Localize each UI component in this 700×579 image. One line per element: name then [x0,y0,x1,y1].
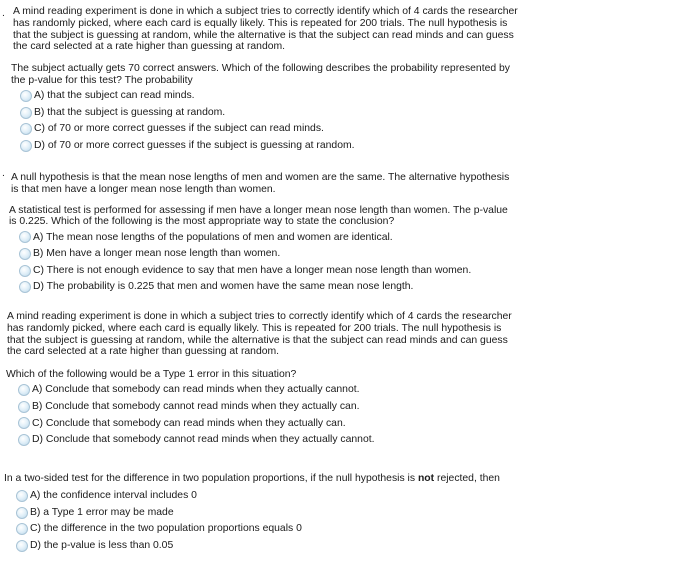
options-list [16,488,690,554]
options-list [18,382,690,448]
option-label: C) There is not enough evidence to say that men have a longer mean nose length than women. [33,264,472,276]
radio-button[interactable] [20,107,32,119]
prompt-emphasis: not [417,473,435,484]
radio-button[interactable] [16,540,28,552]
options-list [19,229,690,295]
option-d[interactable] [16,538,690,555]
option-label: C) the difference in the two population proportions equals 0 [30,523,302,535]
question-bullet: . [2,8,5,19]
option-label: D) The probability is 0.225 that men and women have the same mean nose length. [33,281,414,293]
question-4 [0,473,690,554]
radio-button[interactable] [16,523,28,535]
option-d[interactable] [19,279,690,296]
option-label: B) a Type 1 error may be made [30,506,174,518]
radio-button[interactable] [18,417,30,429]
radio-button[interactable] [16,490,28,502]
option-a[interactable] [19,229,690,246]
option-a[interactable] [16,488,690,505]
radio-button[interactable] [19,231,31,243]
option-label: C) of 70 or more correct guesses if the subject can read minds. [34,123,324,135]
question-2 [0,168,690,296]
option-label: A) the confidence interval includes 0 [30,490,197,502]
option-d[interactable] [18,432,690,449]
radio-button[interactable] [16,507,28,519]
option-c[interactable] [16,521,690,538]
option-b[interactable] [18,399,690,416]
options-list [20,88,690,154]
question-prompt: Which of the following would be a Type 1 error in this situation? [6,369,297,381]
option-label: B) Men have a longer mean nose length than women. [33,248,281,260]
option-a[interactable] [20,88,690,105]
radio-button[interactable] [20,123,32,135]
option-c[interactable] [18,415,690,432]
radio-button[interactable] [18,434,30,446]
question-1 [0,6,690,154]
question-prompt: The subject actually gets 70 correct answers. Which of the following describes the probability represented by the p-value for this test? The probability [11,63,511,86]
option-b[interactable] [19,246,690,263]
option-a[interactable] [18,382,690,399]
question-prompt [4,473,690,485]
radio-button[interactable] [19,248,31,260]
radio-button[interactable] [18,384,30,396]
prompt-text: rejected, then [434,473,500,484]
question-intro: A null hypothesis is that the mean nose lengths of men and women are the same. The alternative hypothesis is that men have a longer mean nose length than women. [11,172,510,195]
option-label: A) Conclude that somebody can read minds when they actually cannot. [32,384,360,396]
option-label: A) that the subject can read minds. [34,90,195,102]
option-b[interactable] [16,504,690,521]
option-label: D) Conclude that somebody cannot read minds when they actually cannot. [32,434,375,446]
option-d[interactable] [20,138,690,155]
option-label: A) The mean nose lengths of the populations of men and women are identical. [33,231,393,243]
option-c[interactable] [20,121,690,138]
question-intro: A mind reading experiment is done in which a subject tries to correctly identify which of 4 cards the researcher has randomly picked, where each card is equally likely. This is repeated for 200 trials. The null hypothesis is that the subject is guessing at random, while the alternative is that the subject can read minds and can guess the card selected at a rate higher than guessing at random. [13,6,518,53]
option-c[interactable] [19,262,690,279]
question-bullet: . [2,168,5,179]
option-label: D) the p-value is less than 0.05 [30,539,174,551]
radio-button[interactable] [20,90,32,102]
radio-button[interactable] [19,281,31,293]
option-b[interactable] [20,104,690,121]
prompt-text: In a two-sided test for the difference in two population proportions, if the null hypothesis is [4,473,418,484]
option-label: C) Conclude that somebody can read minds when they actually can. [32,417,346,429]
radio-button[interactable] [20,140,32,152]
option-label: B) Conclude that somebody cannot read minds when they actually can. [32,400,360,412]
radio-button[interactable] [18,401,30,413]
radio-button[interactable] [19,265,31,277]
option-label: B) that the subject is guessing at random. [34,106,226,118]
question-prompt: A statistical test is performed for assessing if men have a longer mean nose length than women. The p-value is 0.225. Which of the following is the most appropriate way to state the conclusion? [9,204,508,228]
question-3 [0,311,690,448]
option-label: D) of 70 or more correct guesses if the subject is guessing at random. [34,139,355,151]
question-intro: A mind reading experiment is done in which a subject tries to correctly identify which of 4 cards the researcher has randomly picked, where each card is equally likely. This is repeated for 200 trials. The null hypothesis is that the subject is guessing at random, while the alternative is that the subject can read minds and can guess the card selected at a rate higher than guessing at random. [7,311,512,358]
